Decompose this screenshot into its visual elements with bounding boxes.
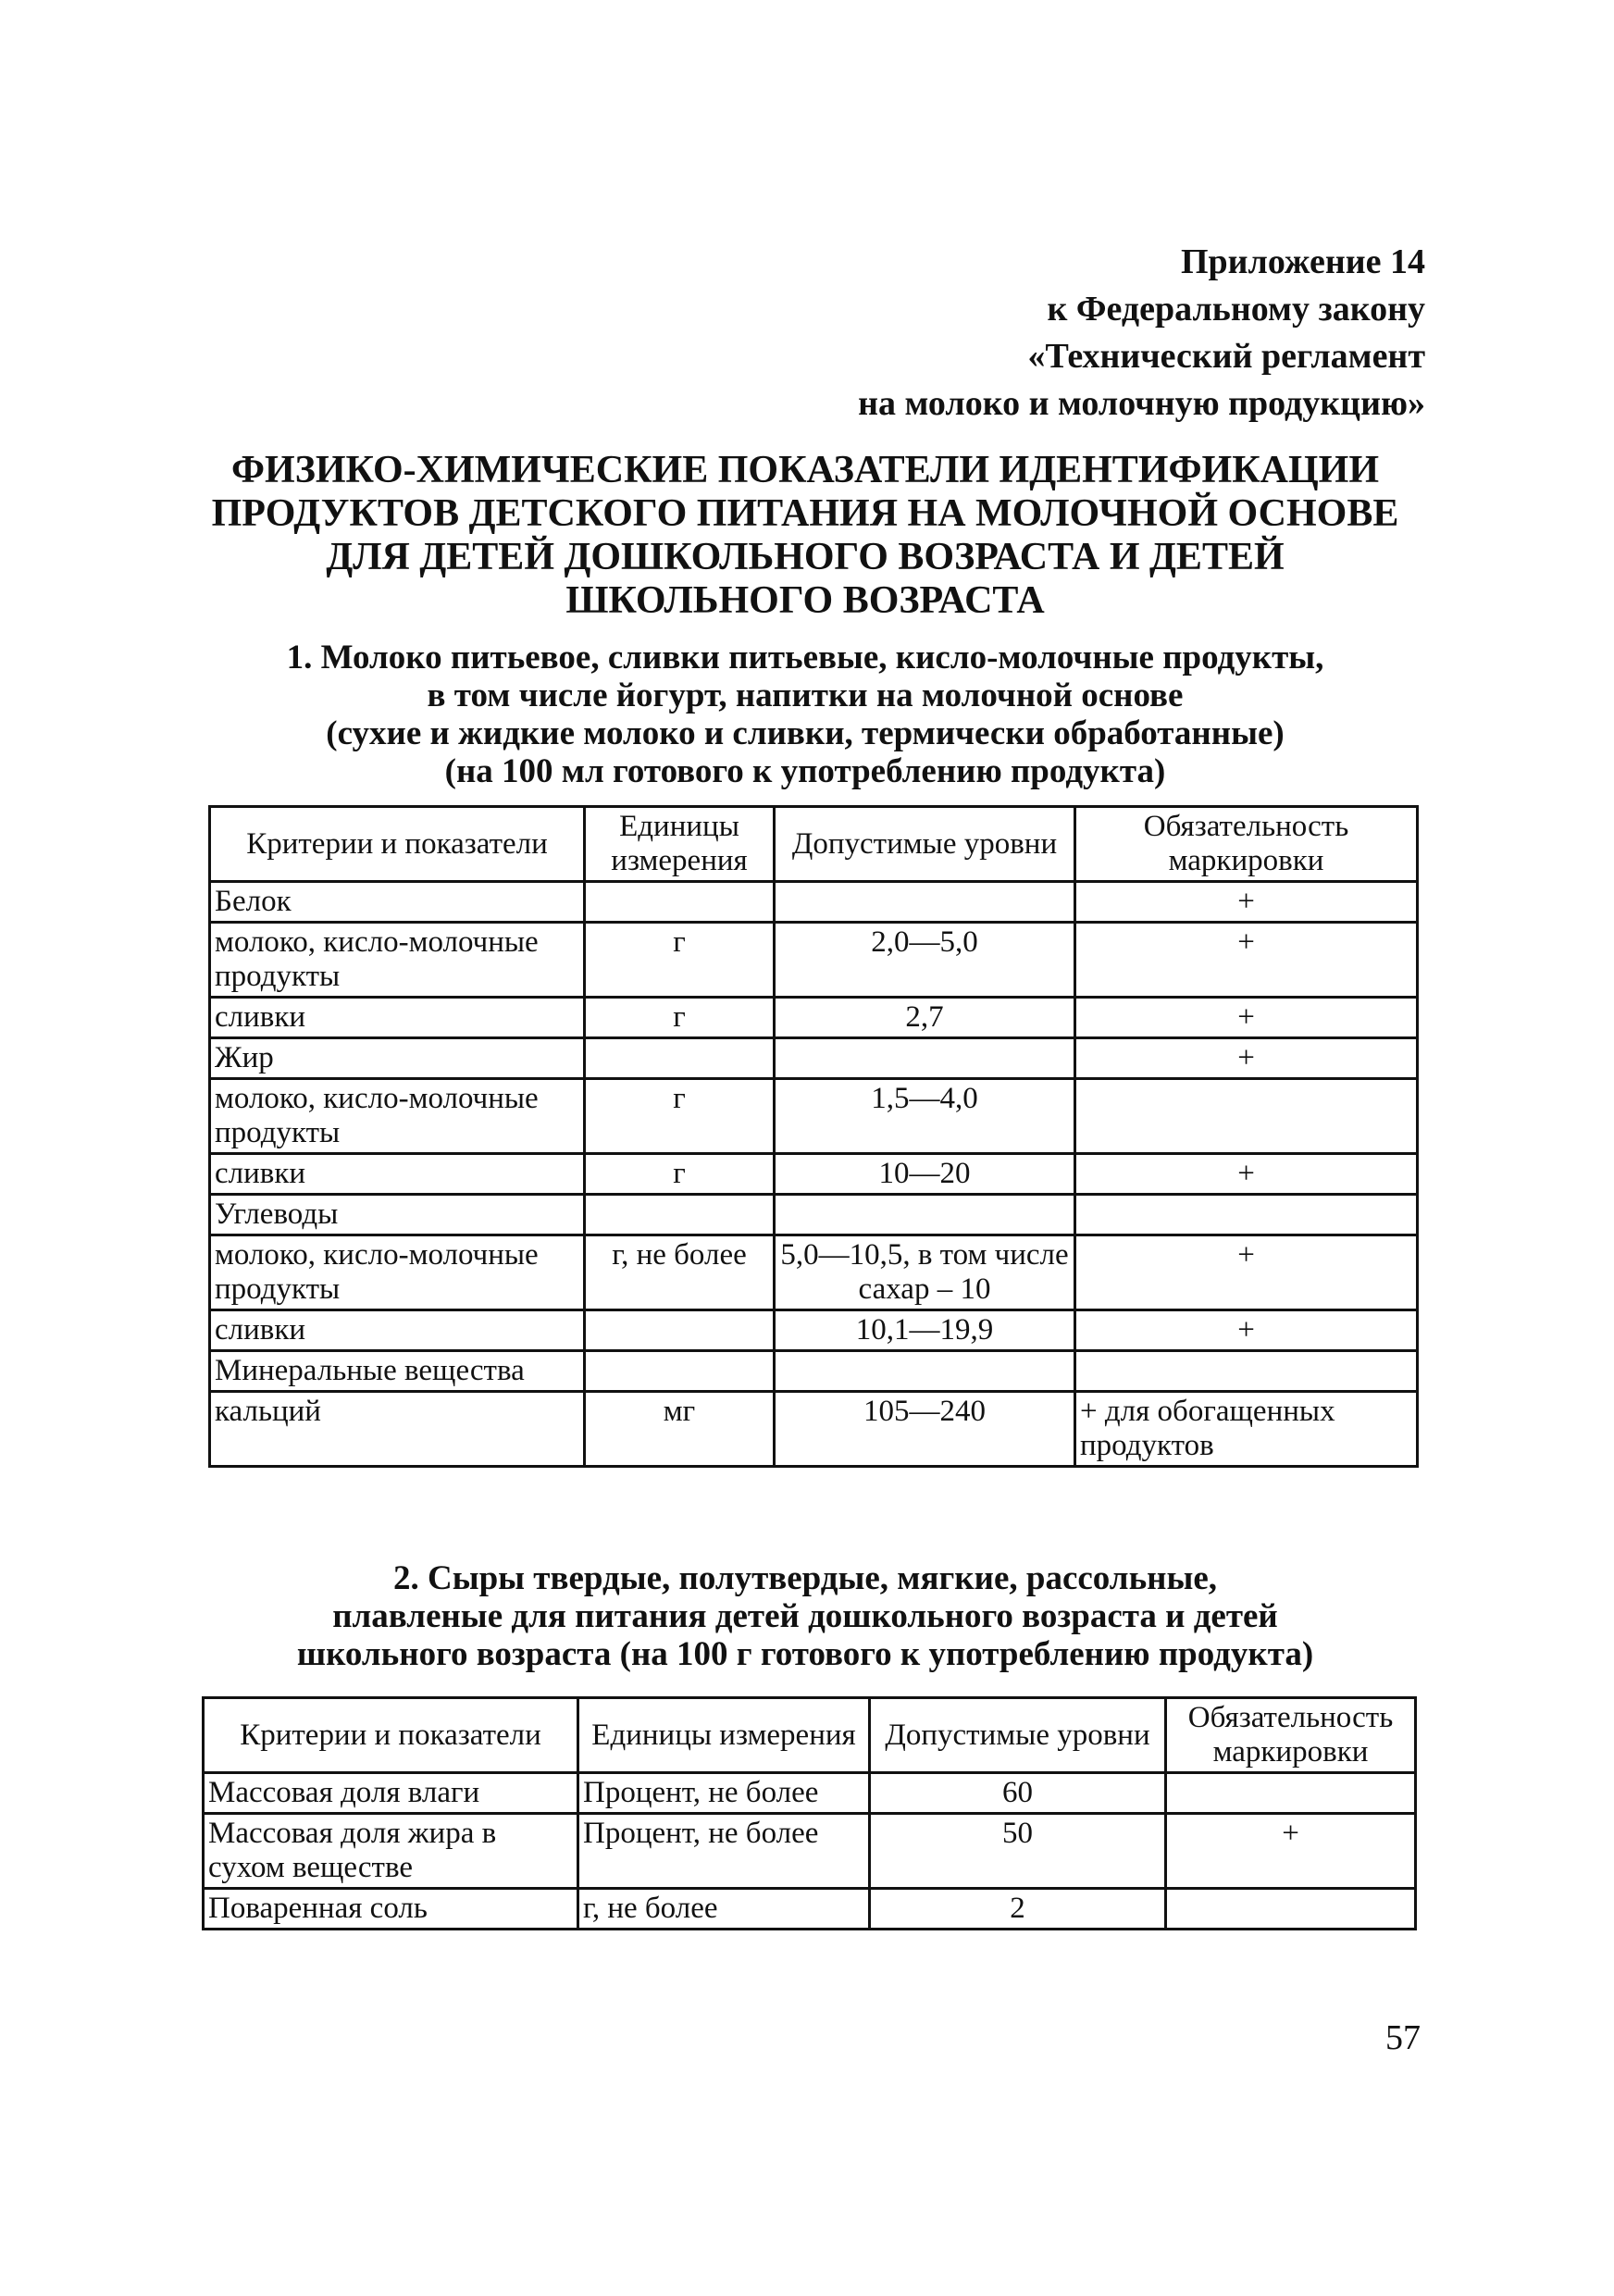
table-cell: 2,0—5,0 bbox=[775, 923, 1075, 998]
table-cell bbox=[1166, 1773, 1416, 1814]
table-cell: Массовая доля влаги bbox=[204, 1773, 578, 1814]
table-cell bbox=[585, 1351, 775, 1392]
section-heading-line: в том числе йогурт, напитки на молочной основе bbox=[427, 676, 1184, 714]
table-cell: сливки bbox=[210, 1310, 585, 1351]
table-row bbox=[210, 998, 1418, 1038]
title-line: ПРОДУКТОВ ДЕТСКОГО ПИТАНИЯ НА МОЛОЧНОЙ ОСНОВЕ bbox=[211, 492, 1399, 535]
table-header-row bbox=[204, 1698, 1416, 1773]
table-cell: 2,7 bbox=[775, 998, 1075, 1038]
table-cell: сливки bbox=[210, 1154, 585, 1195]
table-row bbox=[210, 1079, 1418, 1154]
milk-products-table bbox=[208, 805, 1419, 1468]
table-row bbox=[210, 923, 1418, 998]
table-header-row bbox=[210, 807, 1418, 882]
document-title bbox=[157, 449, 1453, 623]
table-cell: 1,5—4,0 bbox=[775, 1079, 1075, 1154]
table-cell: Углеводы bbox=[210, 1195, 585, 1235]
table-cell: молоко, кисло-молочные продукты bbox=[210, 923, 585, 998]
table-cell bbox=[775, 1038, 1075, 1079]
table-row bbox=[210, 1195, 1418, 1235]
table-row bbox=[210, 882, 1418, 923]
table-cell: мг bbox=[585, 1392, 775, 1467]
section-heading-line: школьного возраста (на 100 г готового к употреблению продукта) bbox=[296, 1635, 1314, 1673]
section-heading-line: 2. Сыры твердые, полутвердые, мягкие, рассольные, bbox=[392, 1559, 1218, 1597]
table-cell: г, не более bbox=[578, 1889, 870, 1930]
title-line: ДЛЯ ДЕТЕЙ ДОШКОЛЬНОГО ВОЗРАСТА И ДЕТЕЙ bbox=[326, 536, 1285, 578]
column-header: Единицы измерения bbox=[585, 807, 775, 882]
table-cell: Массовая доля жира в сухом веществе bbox=[204, 1814, 578, 1889]
column-header: Единицы измерения bbox=[578, 1698, 870, 1773]
table-cell: кальций bbox=[210, 1392, 585, 1467]
section-heading-line: (сухие и жидкие молоко и сливки, термически обработанные) bbox=[326, 714, 1285, 752]
table-cell bbox=[1166, 1889, 1416, 1930]
table-cell: г bbox=[585, 998, 775, 1038]
section-heading-line: (на 100 мл готового к употреблению продукта) bbox=[444, 752, 1166, 790]
table-cell: + bbox=[1166, 1814, 1416, 1889]
annex-line: на молоко и молочную продукцию» bbox=[858, 384, 1425, 423]
table-cell bbox=[1075, 1195, 1418, 1235]
column-header: Обязательность маркировки bbox=[1075, 807, 1418, 882]
table-cell: г bbox=[585, 1079, 775, 1154]
table-cell: + bbox=[1075, 1038, 1418, 1079]
column-header: Допустимые уровни bbox=[870, 1698, 1166, 1773]
table-cell: 2 bbox=[870, 1889, 1166, 1930]
title-line: ШКОЛЬНОГО ВОЗРАСТА bbox=[565, 579, 1045, 622]
table-cell bbox=[775, 1351, 1075, 1392]
table-cell: Процент, не более bbox=[578, 1814, 870, 1889]
annex-reference bbox=[703, 239, 1425, 428]
page-number: 57 bbox=[1385, 2018, 1421, 2057]
table-cell: + bbox=[1075, 1154, 1418, 1195]
table-cell: Поваренная соль bbox=[204, 1889, 578, 1930]
table-cell bbox=[775, 882, 1075, 923]
title-line: ФИЗИКО-ХИМИЧЕСКИЕ ПОКАЗАТЕЛИ ИДЕНТИФИКАЦИИ bbox=[230, 449, 1380, 491]
table-cell: г, не более bbox=[585, 1235, 775, 1310]
table-cell: + bbox=[1075, 998, 1418, 1038]
table-cell: молоко, кисло-молочные продукты bbox=[210, 1079, 585, 1154]
table-cell bbox=[585, 882, 775, 923]
table-row bbox=[210, 1351, 1418, 1392]
table-cell bbox=[775, 1195, 1075, 1235]
table-row bbox=[210, 1235, 1418, 1310]
annex-line: к Федеральному закону bbox=[1047, 290, 1425, 329]
table-row bbox=[210, 1310, 1418, 1351]
table-cell: Жир bbox=[210, 1038, 585, 1079]
table-cell: г bbox=[585, 1154, 775, 1195]
table-cell: г bbox=[585, 923, 775, 998]
column-header: Допустимые уровни bbox=[775, 807, 1075, 882]
table-cell: 5,0—10,5, в том числе сахар – 10 bbox=[775, 1235, 1075, 1310]
table-cell bbox=[1075, 1079, 1418, 1154]
table-cell: + bbox=[1075, 882, 1418, 923]
table-cell: + bbox=[1075, 1310, 1418, 1351]
table-row bbox=[210, 1154, 1418, 1195]
annex-line: Приложение 14 bbox=[1180, 242, 1425, 281]
table-cell: 60 bbox=[870, 1773, 1166, 1814]
table-cell: + bbox=[1075, 1235, 1418, 1310]
annex-line: «Технический регламент bbox=[1027, 337, 1425, 376]
table-cell: Минеральные вещества bbox=[210, 1351, 585, 1392]
table-row bbox=[210, 1392, 1418, 1467]
column-header: Обязательность маркировки bbox=[1166, 1698, 1416, 1773]
table-cell bbox=[1075, 1351, 1418, 1392]
table-cell: 10—20 bbox=[775, 1154, 1075, 1195]
table-cell: + bbox=[1075, 923, 1418, 998]
table-row bbox=[204, 1814, 1416, 1889]
table-cell: Белок bbox=[210, 882, 585, 923]
table-row bbox=[210, 1038, 1418, 1079]
cheese-table bbox=[202, 1696, 1417, 1930]
column-header: Критерии и показатели bbox=[204, 1698, 578, 1773]
section-2-heading bbox=[157, 1559, 1453, 1673]
table-cell: 50 bbox=[870, 1814, 1166, 1889]
table-cell bbox=[585, 1310, 775, 1351]
table-cell: 105—240 bbox=[775, 1392, 1075, 1467]
column-header: Критерии и показатели bbox=[210, 807, 585, 882]
table-row bbox=[204, 1773, 1416, 1814]
section-1-heading bbox=[157, 639, 1453, 790]
table-cell bbox=[585, 1038, 775, 1079]
section-heading-line: 1. Молоко питьевое, сливки питьевые, кисло-молочные продукты, bbox=[286, 639, 1324, 676]
section-heading-line: плавленые для питания детей дошкольного возраста и детей bbox=[332, 1597, 1278, 1635]
table-cell: 10,1—19,9 bbox=[775, 1310, 1075, 1351]
table-cell: молоко, кисло-молочные продукты bbox=[210, 1235, 585, 1310]
table-cell: сливки bbox=[210, 998, 585, 1038]
table-cell bbox=[585, 1195, 775, 1235]
table-row bbox=[204, 1889, 1416, 1930]
table-cell: Процент, не более bbox=[578, 1773, 870, 1814]
table-cell: + для обогащенных продуктов bbox=[1075, 1392, 1418, 1467]
